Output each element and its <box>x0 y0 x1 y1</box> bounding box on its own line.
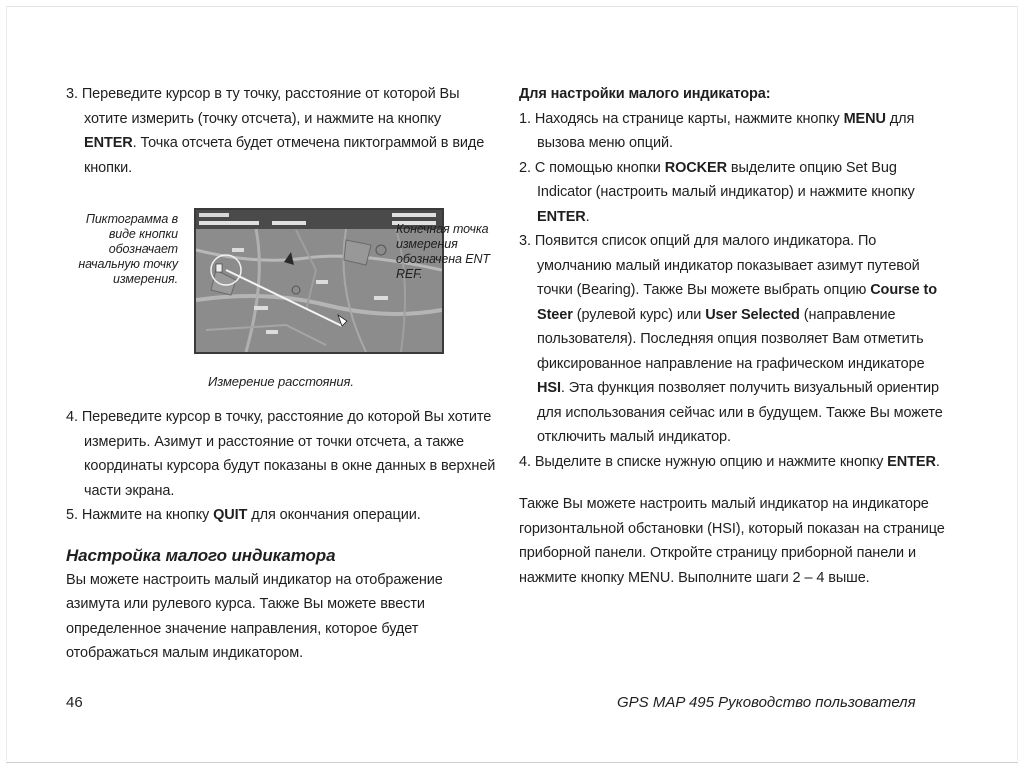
page-bottom-rule <box>6 762 1018 763</box>
left-step-3 <box>66 82 496 180</box>
rocker-key-label: ROCKER <box>664 159 727 176</box>
course-to-steer-label: Course to Steer <box>537 282 937 323</box>
page-number: 46 <box>66 694 83 711</box>
right-step-2-text: 2. С помощью кнопки <box>519 159 665 176</box>
right-step-4-text: 4. Выделите в списке нужную опцию и нажмите кнопку <box>519 453 888 470</box>
section-text: Вы можете настроить малый индикатор на отображение азимута или рулевого курса. Также Вы можете ввести определенное значение направления, которое будет отображаться малым индикатором. <box>66 571 443 661</box>
right-step-2-trail: . <box>585 208 590 225</box>
figure-caption-bottom: Измерение расстояния. <box>208 374 354 389</box>
left-step-5 <box>66 503 496 528</box>
left-step-4: 4. Переведите курсор в точку, расстояние до которой Вы хотите измерить. Азимут и расстояние от точки отсчета, а также координаты курсора будут показаны в окне данных в верхней части экрана. <box>66 409 496 499</box>
right-step-3-text: 3. Появится список опций для малого индикатора. По умолчанию малый индикатор показывает азимут путевой точки (Bearing). Также Вы можете выбрать опцию <box>519 233 920 298</box>
right-step-2 <box>519 156 949 230</box>
right-step-1-text: 1. Находясь на странице карты, нажмите кнопку <box>519 110 844 127</box>
left-column <box>66 82 496 666</box>
enter-key-label-3: ENTER <box>887 453 936 470</box>
menu-key-label: MENU <box>843 110 886 127</box>
left-step-3-text: 3. Переведите курсор в ту точку, расстояние от которой Вы хотите измерить (точку отсчета), и нажмите на кнопку <box>66 86 460 127</box>
right-column <box>519 82 949 590</box>
enter-key-label-2: ENTER <box>537 208 586 225</box>
distance-measure-figure <box>66 200 496 405</box>
right-step-2-mid: выделите опцию Set Bug Indicator (настроить малый индикатор) и нажмите кнопку <box>537 159 915 200</box>
right-step-3-mid2: (направление пользователя). Последняя опция позволяет Вам отметить фиксированное направление на графическом индикаторе <box>537 306 925 372</box>
hsi-label: HSI <box>537 380 561 396</box>
section-title: Настройка малого индикатора <box>66 545 336 565</box>
right-step-3-trail: . Эта функция позволяет получить визуальный ориентир для использования сейчас или в будущем. Также Вы можете отключить малый индикатор. <box>537 380 943 445</box>
left-step-5-trail: для окончания операции. <box>247 507 421 523</box>
footer-title: GPS MAP 495 Руководство пользователя <box>617 694 916 711</box>
instructions-heading: Для настройки малого индикатора: <box>519 86 771 102</box>
quit-key-label: QUIT <box>213 507 248 523</box>
left-step-5-text: 5. Нажмите на кнопку <box>66 507 214 523</box>
right-step-3-mid: (рулевой курс) или <box>572 306 706 323</box>
button-pictogram-icon <box>216 264 222 272</box>
user-selected-label: User Selected <box>705 306 800 323</box>
right-paragraph: Также Вы можете настроить малый индикатор на индикаторе горизонтальной обстановки (HSI), который показан на странице приборной панели. Откройте страницу приборной панели и нажмите кнопку MENU. Выполните шаги 2 – 4 выше. <box>519 496 945 586</box>
enter-key-label: ENTER <box>84 135 133 151</box>
left-step-3-trail: . Точка отсчета будет отмечена пиктограммой в виде кнопки. <box>84 135 485 176</box>
figure-caption-right: Конечная точка измерения обозначена ENT REF. <box>396 222 490 281</box>
right-step-4 <box>519 450 949 475</box>
right-step-4-trail: . <box>935 453 940 470</box>
right-step-3 <box>519 229 949 450</box>
right-step-1 <box>519 107 949 156</box>
figure-caption-left: Пиктограмма в виде кнопки обозначает начальную точку измерения. <box>78 212 178 286</box>
right-step-1-trail: для вызова меню опций. <box>537 110 915 151</box>
